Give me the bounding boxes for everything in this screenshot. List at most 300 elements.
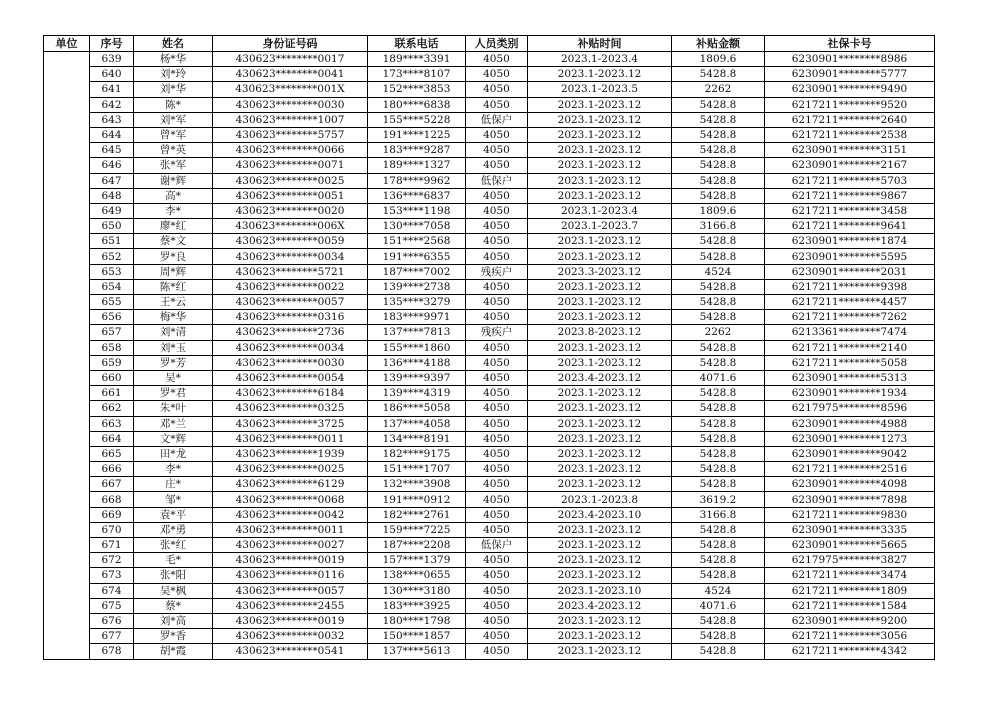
period-cell: 2023.1-2023.12 [528,462,672,477]
table-row [44,279,935,294]
id-number-cell: 430623********0042 [213,507,368,522]
table-row [44,234,935,249]
period-cell: 2023.1-2023.12 [528,112,672,127]
table-row [44,264,935,279]
phone-cell: 150****1857 [368,629,466,644]
seq-cell: 643 [90,112,134,127]
table-row [44,598,935,613]
phone-cell: 189****1327 [368,158,466,173]
id-number-cell: 430623********001X [213,82,368,97]
seq-cell: 670 [90,522,134,537]
category-cell: 4050 [466,279,528,294]
table-row [44,143,935,158]
phone-cell: 137****4058 [368,416,466,431]
name-cell: 罗*香 [134,629,213,644]
name-cell: 周*辉 [134,264,213,279]
amount-cell: 5428.8 [672,401,765,416]
period-cell: 2023.1-2023.10 [528,583,672,598]
seq-cell: 639 [90,52,134,67]
table-row [44,644,935,659]
name-cell: 刘*清 [134,325,213,340]
period-cell: 2023.4-2023.12 [528,598,672,613]
id-number-cell: 430623********0054 [213,370,368,385]
amount-cell: 4071.6 [672,598,765,613]
table-row [44,340,935,355]
subsidy-table [43,35,935,660]
category-cell: 4050 [466,431,528,446]
card-cell: 6230901********1934 [765,386,935,401]
id-number-cell: 430623********0030 [213,97,368,112]
card-cell: 6217975********3827 [765,553,935,568]
card-cell: 6217211********2640 [765,112,935,127]
id-number-cell: 430623********0019 [213,613,368,628]
seq-cell: 662 [90,401,134,416]
table-row [44,173,935,188]
amount-cell: 5428.8 [672,158,765,173]
id-number-cell: 430623********0019 [213,553,368,568]
seq-cell: 664 [90,431,134,446]
period-cell: 2023.1-2023.12 [528,644,672,659]
category-cell: 4050 [466,203,528,218]
card-cell: 6230901********3335 [765,522,935,537]
table-row [44,386,935,401]
amount-cell: 5428.8 [672,386,765,401]
amount-cell: 5428.8 [672,249,765,264]
phone-cell: 152****3853 [368,82,466,97]
seq-cell: 645 [90,143,134,158]
period-cell: 2023.1-2023.12 [528,431,672,446]
header-unit: 单位 [44,36,90,52]
category-cell: 4050 [466,234,528,249]
category-cell: 4050 [466,143,528,158]
name-cell: 吴* [134,370,213,385]
table-row [44,249,935,264]
name-cell: 刘*高 [134,613,213,628]
category-cell: 4050 [466,492,528,507]
phone-cell: 151****1707 [368,462,466,477]
seq-cell: 663 [90,416,134,431]
seq-cell: 642 [90,97,134,112]
phone-cell: 130****3180 [368,583,466,598]
phone-cell: 182****9175 [368,446,466,461]
card-cell: 6217211********2516 [765,462,935,477]
category-cell: 4050 [466,158,528,173]
name-cell: 刘*玉 [134,340,213,355]
id-number-cell: 430623********006X [213,219,368,234]
period-cell: 2023.1-2023.12 [528,553,672,568]
card-cell: 6230901********5313 [765,370,935,385]
id-number-cell: 430623********2736 [213,325,368,340]
id-number-cell: 430623********0041 [213,67,368,82]
table-row [44,462,935,477]
seq-cell: 669 [90,507,134,522]
name-cell: 王*云 [134,295,213,310]
card-cell: 6217211********9520 [765,97,935,112]
name-cell: 刘*华 [134,82,213,97]
table-row [44,416,935,431]
id-number-cell: 430623********6129 [213,477,368,492]
amount-cell: 5428.8 [672,462,765,477]
seq-cell: 648 [90,188,134,203]
period-cell: 2023.1-2023.12 [528,279,672,294]
seq-cell: 677 [90,629,134,644]
table-row [44,355,935,370]
phone-cell: 153****1198 [368,203,466,218]
amount-cell: 5428.8 [672,446,765,461]
id-number-cell: 430623********1007 [213,112,368,127]
category-cell: 4050 [466,249,528,264]
name-cell: 陈*红 [134,279,213,294]
category-cell: 4050 [466,644,528,659]
seq-cell: 659 [90,355,134,370]
table-row [44,82,935,97]
table-row [44,522,935,537]
id-number-cell: 430623********0030 [213,355,368,370]
amount-cell: 5428.8 [672,613,765,628]
seq-cell: 668 [90,492,134,507]
amount-cell: 5428.8 [672,279,765,294]
table-row [44,568,935,583]
category-cell: 4050 [466,82,528,97]
amount-cell: 5428.8 [672,340,765,355]
amount-cell: 4524 [672,264,765,279]
id-number-cell: 430623********0034 [213,249,368,264]
id-number-cell: 430623********0057 [213,295,368,310]
category-cell: 4050 [466,310,528,325]
phone-cell: 139****4319 [368,386,466,401]
category-cell: 4050 [466,188,528,203]
card-cell: 6230901********9490 [765,82,935,97]
category-cell: 4050 [466,598,528,613]
name-cell: 朱*叶 [134,401,213,416]
period-cell: 2023.1-2023.12 [528,173,672,188]
card-cell: 6217211********7262 [765,310,935,325]
name-cell: 张*红 [134,538,213,553]
card-cell: 6230901********4988 [765,416,935,431]
card-cell: 6230901********1273 [765,431,935,446]
table-row [44,112,935,127]
name-cell: 陈* [134,97,213,112]
phone-cell: 178****9962 [368,173,466,188]
name-cell: 张*阳 [134,568,213,583]
category-cell: 低保户 [466,112,528,127]
header-phone: 联系电话 [368,36,466,52]
category-cell: 4050 [466,446,528,461]
category-cell: 4050 [466,370,528,385]
category-cell: 4050 [466,97,528,112]
phone-cell: 180****1798 [368,613,466,628]
name-cell: 曾*英 [134,143,213,158]
amount-cell: 5428.8 [672,310,765,325]
id-number-cell: 430623********1939 [213,446,368,461]
id-number-cell: 430623********0059 [213,234,368,249]
name-cell: 邓*兰 [134,416,213,431]
phone-cell: 183****9287 [368,143,466,158]
amount-cell: 2262 [672,82,765,97]
seq-cell: 651 [90,234,134,249]
phone-cell: 136****6837 [368,188,466,203]
header-period: 补贴时间 [528,36,672,52]
period-cell: 2023.1-2023.7 [528,219,672,234]
name-cell: 文*辉 [134,431,213,446]
phone-cell: 187****7002 [368,264,466,279]
table-row [44,219,935,234]
table-row [44,446,935,461]
name-cell: 毛* [134,553,213,568]
name-cell: 梅*华 [134,310,213,325]
table-row [44,370,935,385]
seq-cell: 665 [90,446,134,461]
amount-cell: 5428.8 [672,538,765,553]
phone-cell: 187****2208 [368,538,466,553]
phone-cell: 191****6355 [368,249,466,264]
card-cell: 6217211********9867 [765,188,935,203]
category-cell: 4050 [466,295,528,310]
phone-cell: 130****7058 [368,219,466,234]
table-row [44,553,935,568]
id-number-cell: 430623********0071 [213,158,368,173]
phone-cell: 155****1860 [368,340,466,355]
period-cell: 2023.1-2023.12 [528,568,672,583]
seq-cell: 646 [90,158,134,173]
period-cell: 2023.1-2023.12 [528,538,672,553]
card-cell: 6217211********1809 [765,583,935,598]
card-cell: 6217211********4342 [765,644,935,659]
phone-cell: 173****8107 [368,67,466,82]
phone-cell: 139****9397 [368,370,466,385]
name-cell: 邓*勇 [134,522,213,537]
name-cell: 罗*君 [134,386,213,401]
period-cell: 2023.1-2023.4 [528,52,672,67]
seq-cell: 660 [90,370,134,385]
card-cell: 6217211********5058 [765,355,935,370]
amount-cell: 5428.8 [672,112,765,127]
phone-cell: 191****1225 [368,127,466,142]
card-cell: 6230901********9200 [765,613,935,628]
phone-cell: 151****2568 [368,234,466,249]
seq-cell: 644 [90,127,134,142]
card-cell: 6217211********3474 [765,568,935,583]
card-cell: 6230901********2031 [765,264,935,279]
name-cell: 杨*华 [134,52,213,67]
period-cell: 2023.1-2023.8 [528,492,672,507]
table-row [44,477,935,492]
category-cell: 4050 [466,477,528,492]
name-cell: 胡*霞 [134,644,213,659]
header-id-number: 身份证号码 [213,36,368,52]
card-cell: 6230901********8986 [765,52,935,67]
table-row [44,203,935,218]
category-cell: 4050 [466,67,528,82]
name-cell: 刘*玲 [134,67,213,82]
id-number-cell: 430623********5721 [213,264,368,279]
id-number-cell: 430623********0066 [213,143,368,158]
period-cell: 2023.1-2023.5 [528,82,672,97]
seq-cell: 656 [90,310,134,325]
category-cell: 4050 [466,568,528,583]
amount-cell: 5428.8 [672,127,765,142]
period-cell: 2023.1-2023.12 [528,127,672,142]
seq-cell: 640 [90,67,134,82]
id-number-cell: 430623********0325 [213,401,368,416]
seq-cell: 654 [90,279,134,294]
category-cell: 4050 [466,355,528,370]
name-cell: 田*龙 [134,446,213,461]
period-cell: 2023.1-2023.12 [528,234,672,249]
category-cell: 4050 [466,52,528,67]
period-cell: 2023.1-2023.12 [528,97,672,112]
category-cell: 4050 [466,127,528,142]
period-cell: 2023.1-2023.12 [528,340,672,355]
seq-cell: 673 [90,568,134,583]
name-cell: 庄* [134,477,213,492]
period-cell: 2023.1-2023.12 [528,386,672,401]
phone-cell: 191****0912 [368,492,466,507]
period-cell: 2023.1-2023.12 [528,446,672,461]
amount-cell: 5428.8 [672,522,765,537]
seq-cell: 675 [90,598,134,613]
period-cell: 2023.1-2023.12 [528,67,672,82]
category-cell: 4050 [466,629,528,644]
card-cell: 6230901********5595 [765,249,935,264]
table-row [44,127,935,142]
category-cell: 低保户 [466,538,528,553]
seq-cell: 671 [90,538,134,553]
phone-cell: 138****0655 [368,568,466,583]
name-cell: 张*军 [134,158,213,173]
name-cell: 刘*军 [134,112,213,127]
card-cell: 6217211********3056 [765,629,935,644]
card-cell: 6217211********9641 [765,219,935,234]
card-cell: 6217211********2140 [765,340,935,355]
name-cell: 罗*芳 [134,355,213,370]
category-cell: 4050 [466,613,528,628]
amount-cell: 5428.8 [672,355,765,370]
period-cell: 2023.1-2023.12 [528,416,672,431]
header-category: 人员类别 [466,36,528,52]
card-cell: 6217211********2538 [765,127,935,142]
amount-cell: 3166.8 [672,507,765,522]
seq-cell: 676 [90,613,134,628]
category-cell: 4050 [466,553,528,568]
table-row [44,401,935,416]
id-number-cell: 430623********0051 [213,188,368,203]
header-amount: 补贴金额 [672,36,765,52]
card-cell: 6217975********8596 [765,401,935,416]
period-cell: 2023.1-2023.12 [528,158,672,173]
seq-cell: 655 [90,295,134,310]
category-cell: 4050 [466,386,528,401]
id-number-cell: 430623********0032 [213,629,368,644]
amount-cell: 5428.8 [672,67,765,82]
card-cell: 6217211********3458 [765,203,935,218]
id-number-cell: 430623********0022 [213,279,368,294]
category-cell: 4050 [466,522,528,537]
amount-cell: 5428.8 [672,629,765,644]
amount-cell: 1809.6 [672,52,765,67]
period-cell: 2023.1-2023.12 [528,629,672,644]
phone-cell: 180****6838 [368,97,466,112]
id-number-cell: 430623********0020 [213,203,368,218]
amount-cell: 5428.8 [672,568,765,583]
name-cell: 谢*辉 [134,173,213,188]
table-row [44,52,935,67]
period-cell: 2023.1-2023.12 [528,401,672,416]
name-cell: 李* [134,462,213,477]
id-number-cell: 430623********2455 [213,598,368,613]
amount-cell: 5428.8 [672,431,765,446]
seq-cell: 666 [90,462,134,477]
name-cell: 高* [134,188,213,203]
phone-cell: 139****2738 [368,279,466,294]
period-cell: 2023.1-2023.12 [528,477,672,492]
header-name: 姓名 [134,36,213,52]
seq-cell: 661 [90,386,134,401]
seq-cell: 647 [90,173,134,188]
phone-cell: 182****2761 [368,507,466,522]
id-number-cell: 430623********0316 [213,310,368,325]
card-cell: 6230901********2167 [765,158,935,173]
amount-cell: 5428.8 [672,234,765,249]
name-cell: 蔡* [134,598,213,613]
header-row [44,36,935,52]
name-cell: 李* [134,203,213,218]
phone-cell: 157****1379 [368,553,466,568]
category-cell: 4050 [466,583,528,598]
name-cell: 罗*良 [134,249,213,264]
amount-cell: 4071.6 [672,370,765,385]
seq-cell: 678 [90,644,134,659]
phone-cell: 183****9971 [368,310,466,325]
id-number-cell: 430623********0025 [213,173,368,188]
period-cell: 2023.1-2023.12 [528,613,672,628]
period-cell: 2023.3-2023.12 [528,264,672,279]
phone-cell: 159****7225 [368,522,466,537]
phone-cell: 183****3925 [368,598,466,613]
table-row [44,583,935,598]
table-row [44,325,935,340]
amount-cell: 5428.8 [672,553,765,568]
seq-cell: 667 [90,477,134,492]
id-number-cell: 430623********0011 [213,431,368,446]
table-row [44,613,935,628]
id-number-cell: 430623********5757 [213,127,368,142]
amount-cell: 3619.2 [672,492,765,507]
seq-cell: 674 [90,583,134,598]
seq-cell: 649 [90,203,134,218]
name-cell: 邹* [134,492,213,507]
name-cell: 蔡*文 [134,234,213,249]
name-cell: 吴*枫 [134,583,213,598]
seq-cell: 658 [90,340,134,355]
amount-cell: 5428.8 [672,173,765,188]
period-cell: 2023.1-2023.12 [528,295,672,310]
id-number-cell: 430623********0025 [213,462,368,477]
table-row [44,67,935,82]
amount-cell: 5428.8 [672,188,765,203]
unit-cell [44,52,90,660]
table-row [44,97,935,112]
phone-cell: 136****4188 [368,355,466,370]
amount-cell: 2262 [672,325,765,340]
seq-cell: 653 [90,264,134,279]
id-number-cell: 430623********0068 [213,492,368,507]
card-cell: 6230901********3151 [765,143,935,158]
amount-cell: 5428.8 [672,644,765,659]
category-cell: 4050 [466,462,528,477]
category-cell: 4050 [466,219,528,234]
phone-cell: 189****3391 [368,52,466,67]
